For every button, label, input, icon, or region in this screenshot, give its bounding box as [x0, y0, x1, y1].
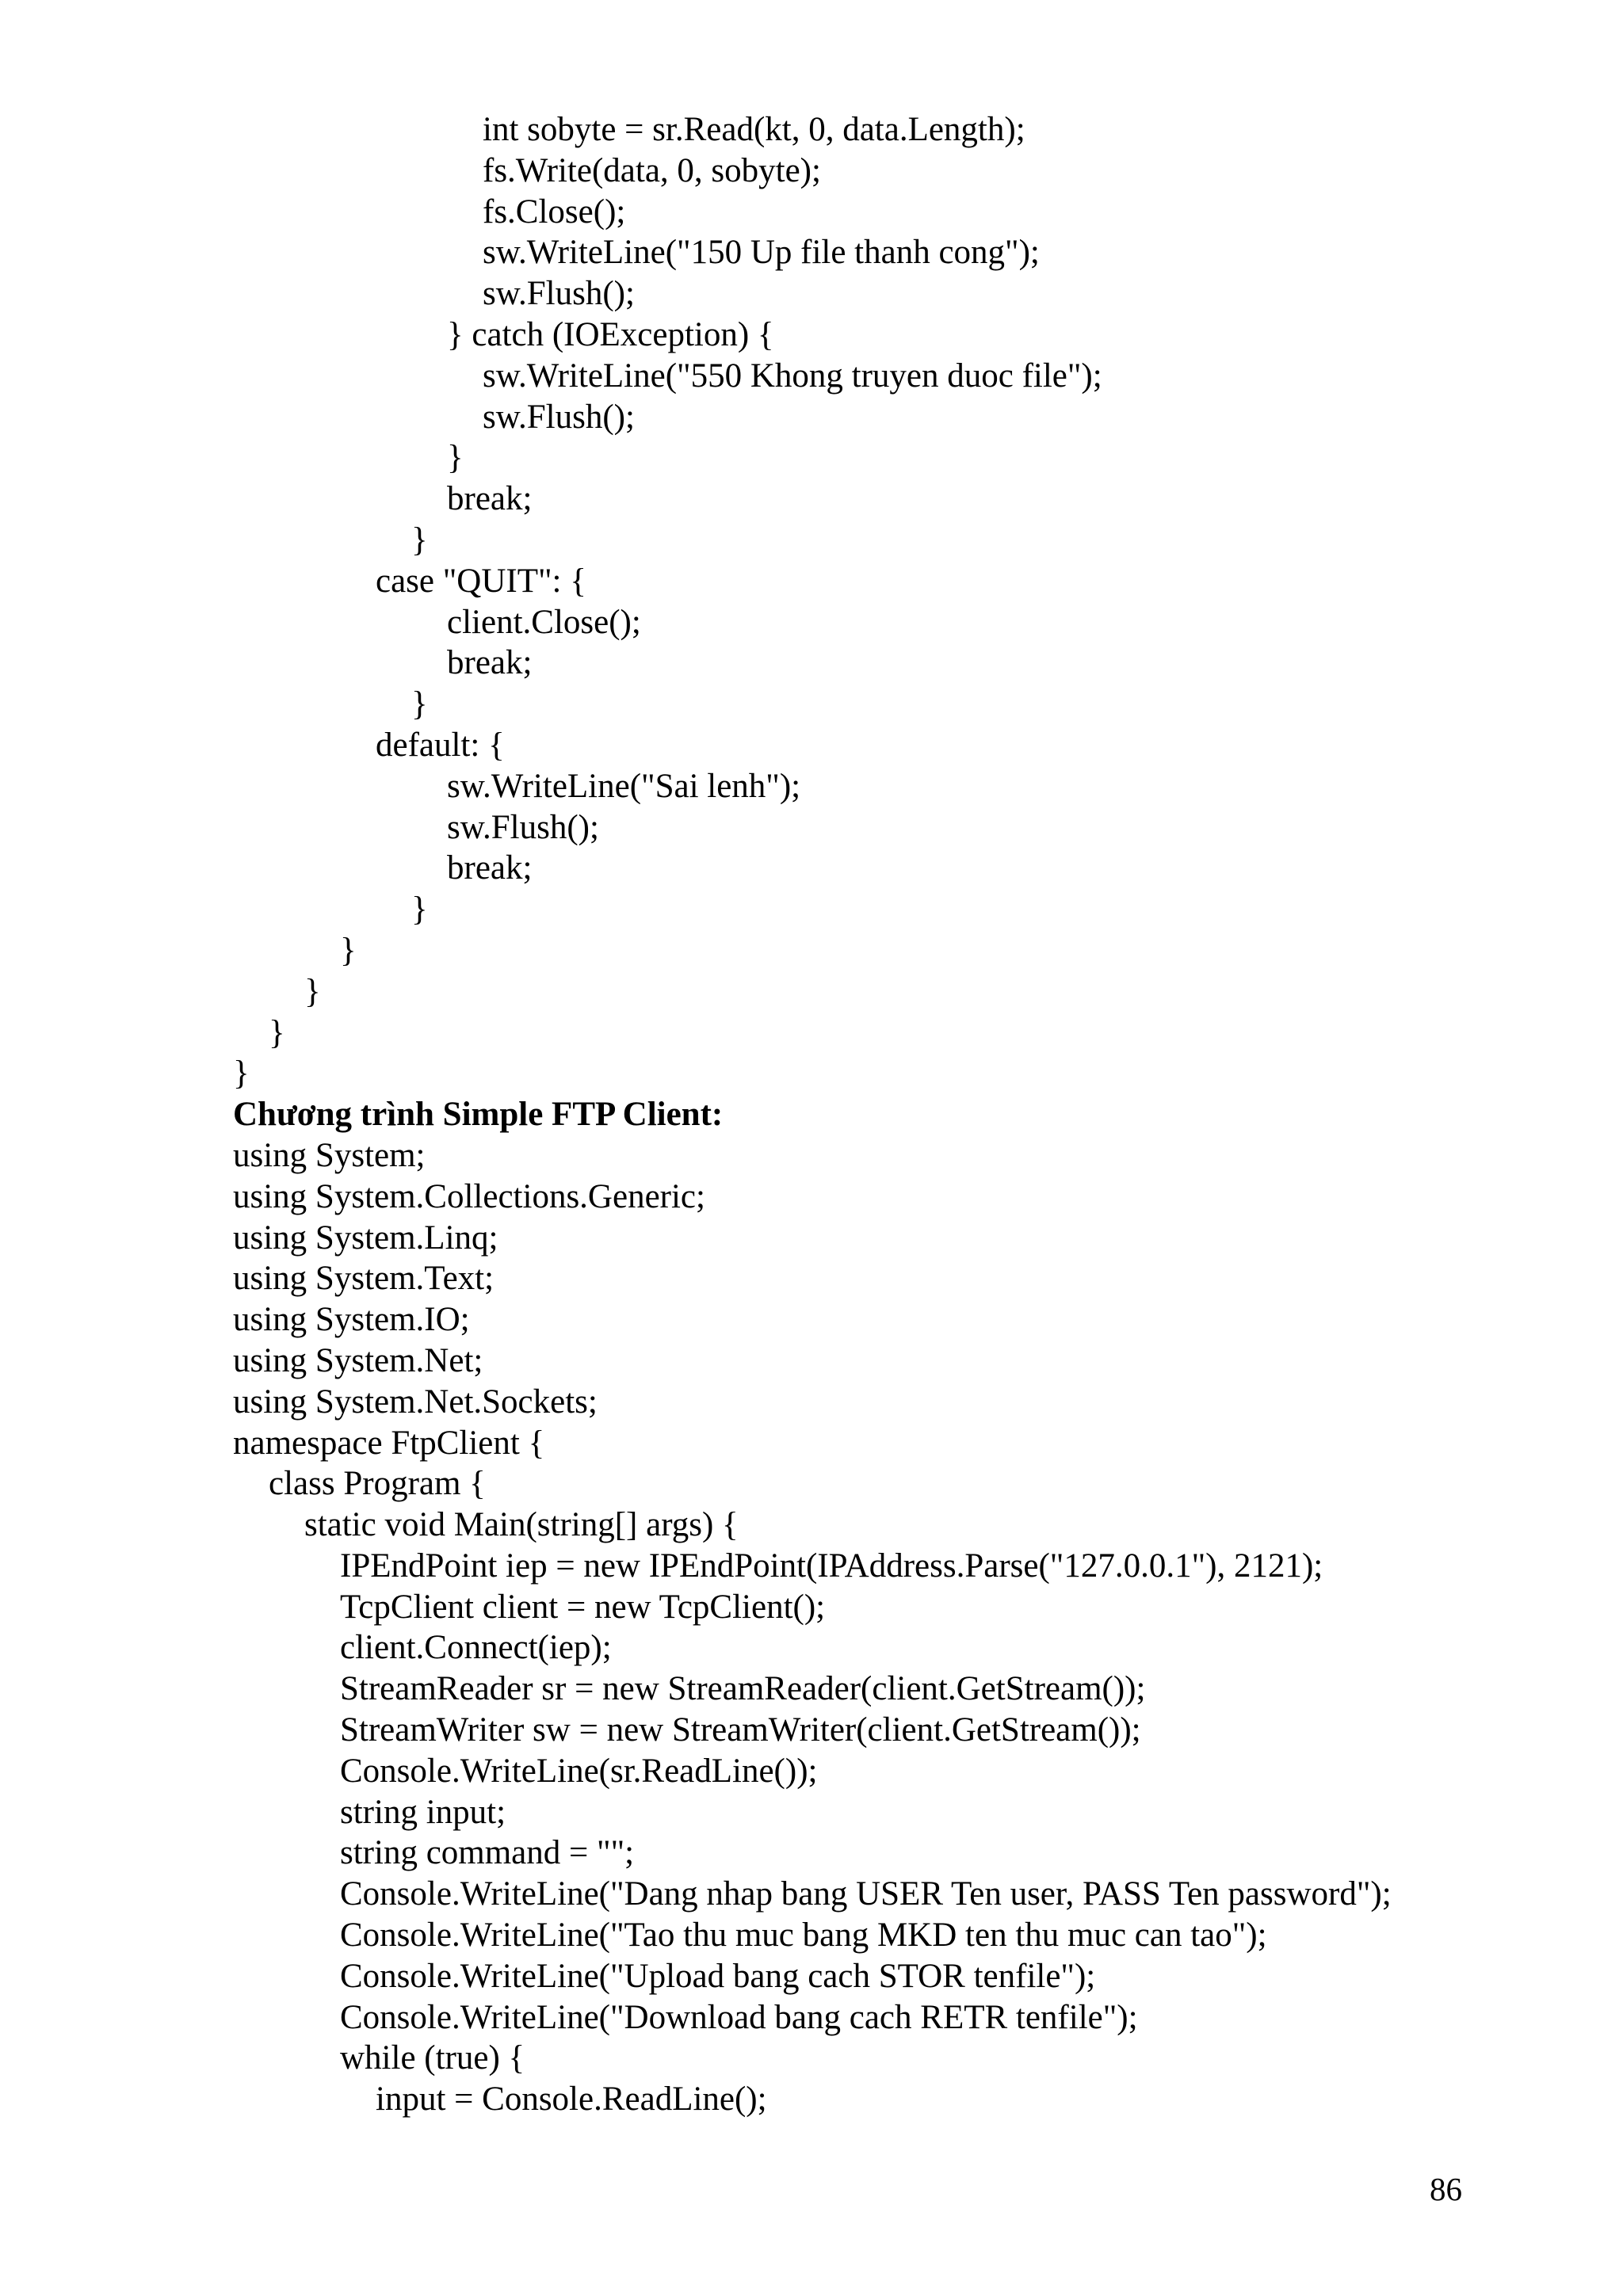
code-line: Console.WriteLine("Dang nhap bang USER Ten user, PASS Ten password"); — [340, 1875, 1392, 1913]
code-line: client.Connect(iep); — [340, 1629, 612, 1667]
code-line: while (true) { — [340, 2039, 525, 2077]
code-line: static void Main(string[] args) { — [304, 1506, 739, 1544]
code-line: break; — [447, 644, 533, 682]
code-line: StreamWriter sw = new StreamWriter(client.GetStream()); — [340, 1711, 1141, 1749]
code-line: } — [411, 521, 428, 559]
code-line: Console.WriteLine("Tao thu muc bang MKD ten thu muc can tao"); — [340, 1917, 1267, 1955]
code-line: string input; — [340, 1793, 506, 1831]
code-line: break; — [447, 480, 533, 518]
code-line: using System.Net.Sockets; — [233, 1383, 598, 1421]
section-heading: Chương trình Simple FTP Client: — [233, 1096, 724, 1134]
code-line: using System.Linq; — [233, 1219, 498, 1257]
code-line: class Program { — [269, 1465, 486, 1503]
code-line: using System.Net; — [233, 1341, 483, 1379]
code-line: sw.WriteLine("Sai lenh"); — [447, 767, 801, 805]
code-line: input = Console.ReadLine(); — [376, 2081, 767, 2119]
code-line: default: { — [376, 726, 505, 764]
code-line: Console.WriteLine(sr.ReadLine()); — [340, 1752, 818, 1790]
code-line: sw.Flush(); — [483, 398, 635, 436]
code-line: StreamReader sr = new StreamReader(client.GetStream()); — [340, 1670, 1146, 1708]
code-line: Console.WriteLine("Upload bang cach STOR tenfile"); — [340, 1957, 1096, 1995]
code-line: using System.Collections.Generic; — [233, 1177, 705, 1215]
code-line: } — [304, 972, 321, 1010]
code-line: } — [340, 931, 357, 969]
code-line: } — [411, 891, 428, 929]
code-line: } — [411, 685, 428, 723]
code-line: sw.Flush(); — [483, 275, 635, 313]
code-line: namespace FtpClient { — [233, 1424, 545, 1462]
code-line: string command = ""; — [340, 1834, 635, 1872]
page-number: 86 — [1430, 2171, 1462, 2207]
code-line: } — [447, 439, 464, 477]
code-line: Console.WriteLine("Download bang cach RETR tenfile"); — [340, 1998, 1138, 2036]
code-line: fs.Close(); — [483, 193, 626, 231]
code-line: } — [269, 1013, 285, 1051]
code-line: int sobyte = sr.Read(kt, 0, data.Length); — [483, 111, 1025, 148]
code-line: using System.Text; — [233, 1260, 495, 1298]
code-line: sw.WriteLine("150 Up file thanh cong"); — [483, 234, 1040, 272]
code-line: client.Close(); — [447, 603, 641, 641]
code-line: } catch (IOException) { — [447, 315, 774, 353]
code-line: TcpClient client = new TcpClient(); — [340, 1588, 826, 1626]
code-line: } — [233, 1055, 250, 1093]
code-line: case "QUIT": { — [376, 562, 586, 600]
code-line: using System; — [233, 1136, 426, 1174]
code-line: sw.Flush(); — [447, 808, 599, 846]
code-listing — [233, 109, 1580, 2120]
code-line: IPEndPoint iep = new IPEndPoint(IPAddress.Parse("127.0.0.1"), 2121); — [340, 1547, 1323, 1585]
code-line: break; — [447, 849, 533, 887]
code-line: using System.IO; — [233, 1301, 470, 1339]
code-line: fs.Write(data, 0, sobyte); — [483, 151, 821, 189]
code-line: sw.WriteLine("550 Khong truyen duoc file"); — [483, 357, 1102, 395]
